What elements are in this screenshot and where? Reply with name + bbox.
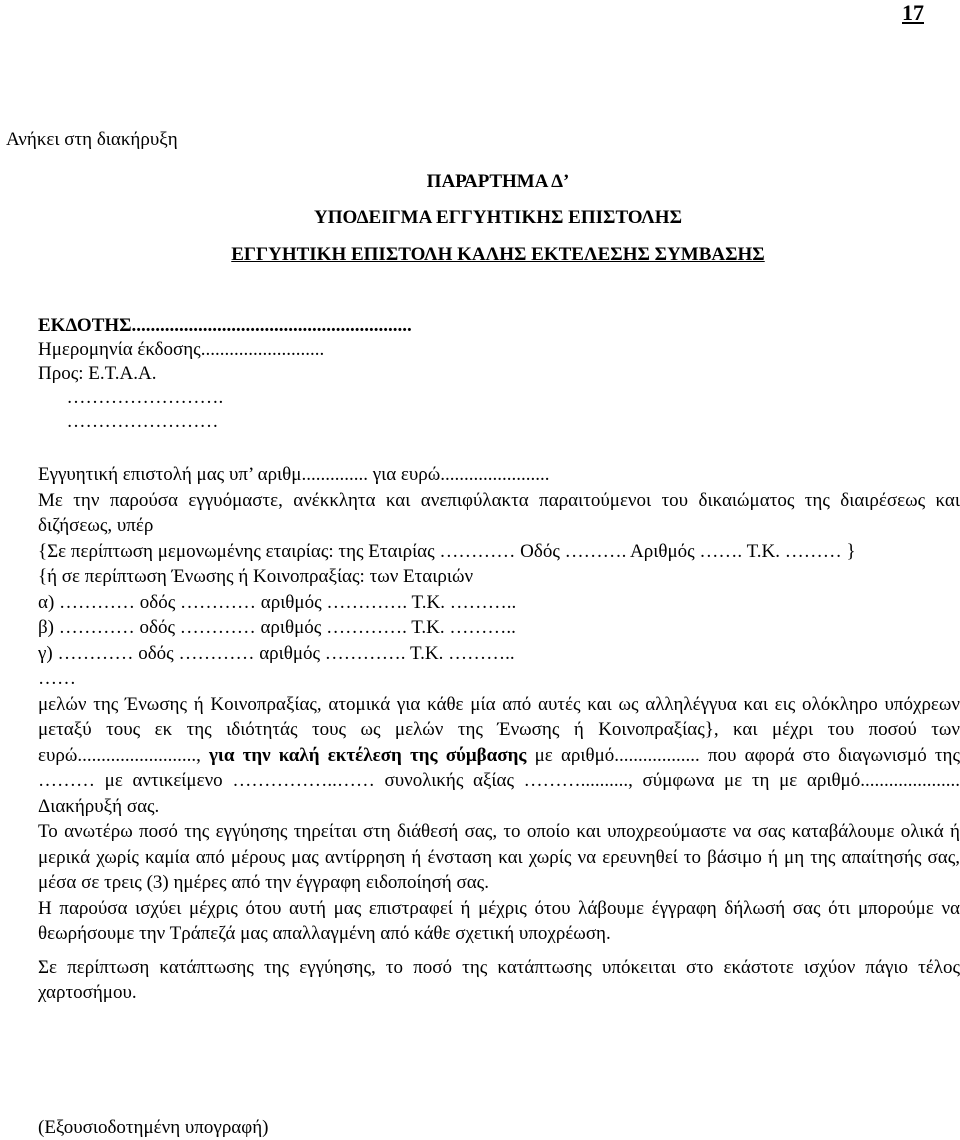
paragraph-forfeiture: Σε περίπτωση κατάπτωσης της εγγύησης, το ποσό της κατάπτωσης υπόκειται στο εκάστοτε ισχύον πάγιο τέλος χαρτοσήμου. (38, 956, 960, 1003)
letter-title: ΕΓΓΥΗΤΙΚΗ ΕΠΙΣΤΟΛΗ ΚΑΛΗΣ ΕΚΤΕΛΕΣΗΣ ΣΥΜΒΑΣΗΣ (231, 244, 765, 265)
case-single-company: {Σε περίπτωση μεμονωμένης εταιρίας: της Εταιρίας ………… Οδός ………. Αριθμός ……. Τ.Κ. ……… } (38, 540, 856, 562)
address-blank-2: …………………… (38, 411, 219, 432)
annex-title: ΠΑΡΑΡΤΗΜΑ Δ’ (426, 171, 570, 192)
member-dots: …… (38, 668, 76, 689)
member-item-c: γ) ………… οδός ………… αριθμός …………. Τ.Κ. ……….. (38, 642, 515, 664)
issuer-block (38, 314, 412, 434)
guarantee-number: Εγγυητική επιστολή μας υπ’ αριθμ.............. για ευρώ....................... (38, 464, 550, 485)
spacer (38, 947, 960, 955)
paragraph-guarantee-intro: Με την παρούσα εγγυόμαστε, ανέκκλητα και ανεπιφύλακτα παραιτούμενοι του δικαιώματος της διαιρέσεως και διζήσεως, υπέρ (38, 489, 960, 536)
contract-emphasis: για την καλή εκτέλεση της σύμβασης (209, 744, 527, 766)
paragraph-amount: Το ανωτέρω ποσό της εγγύησης τηρείται στη διάθεσή σας, το οποίο και υποχρεούμαστε να σας καταβάλουμε ολικά ή μερικά χωρίς καμία από μέρους μας αντίρρηση ή ένσταση και χωρίς να ερευνηθεί το βάσιμο ή μη της απαίτησής σας, μέσα σε τρεις (3) ημέρες από την έγγραφη ειδοποίησή σας. (38, 821, 960, 893)
paragraph-members (38, 692, 960, 820)
header-note: Ανήκει στη διακήρυξη (6, 129, 178, 150)
members-text-end: με αριθμό.................. που αφορά στο διαγωνισμό της ……… με αντικείμενο ……………..…… συνολικής αξίας ……….........., σύμφωνα με τη με αριθμό..................... Διακήρυξή σας. (38, 744, 960, 817)
address-blank-1: ……………………. (38, 387, 224, 408)
page-number: 17 (902, 0, 924, 25)
case-union: {ή σε περίπτωση Ένωσης ή Κοινοπραξίας: των Εταιριών (38, 566, 474, 587)
recipient: Προς: Ε.Τ.Α.Α. (38, 363, 157, 384)
member-item-a: α) ………… οδός ………… αριθμός …………. Τ.Κ. ……….. (38, 591, 517, 613)
member-item-b: β) ………… οδός ………… αριθμός …………. Τ.Κ. ……….. (38, 617, 516, 638)
issue-date: Ημερομηνία έκδοσης.......................... (38, 339, 325, 360)
signature-line: (Εξουσιοδοτημένη υπογραφή) (38, 1117, 269, 1138)
letter-body (38, 462, 960, 1006)
members-text: μελών της Ένωσης ή Κοινοπραξίας, ατομικά για κάθε μία από αυτές και ως αλληλέγγυα και εις ολόκληρο υπόχρεων μεταξύ τους εκ της ιδιότητάς τους ως μελών της Ένωσης ή Κοινοπραξίας}, και μέχρι του ποσού των ευρώ........................., (38, 693, 960, 766)
issuer-label: ΕΚΔΟΤΗΣ........................................................... (38, 315, 412, 336)
sample-title: ΥΠΟΔΕΙΓΜΑ ΕΓΓΥΗΤΙΚΗΣ ΕΠΙΣΤΟΛΗΣ (313, 207, 682, 228)
paragraph-validity: Η παρούσα ισχύει μέχρις ότου αυτή μας επιστραφεί ή μέχρις ότου λάβουμε έγγραφη δήλωσή σας ότι μπορούμε να θεωρήσουμε την Τράπεζά μας απαλλαγμένη από κάθε σχετική υποχρέωση. (38, 897, 960, 944)
